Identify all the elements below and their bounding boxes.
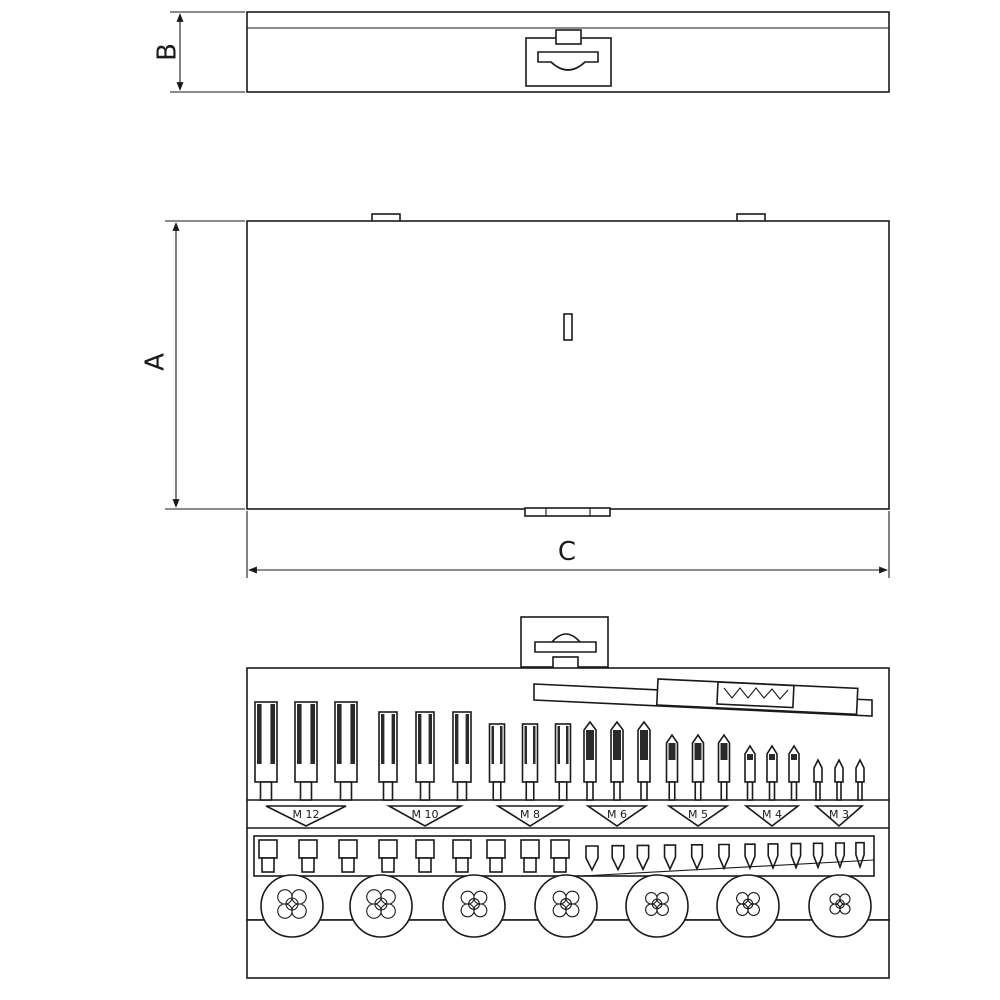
bit-stem — [419, 858, 431, 872]
bit-stem — [342, 858, 354, 872]
size-label-text: M 10 — [411, 808, 439, 821]
tap — [856, 760, 864, 800]
tap-thread — [695, 743, 702, 760]
size-label-text: M 3 — [829, 808, 849, 821]
open-latch — [521, 617, 608, 669]
dim-a-label: A — [140, 353, 171, 371]
size-label-text: M 5 — [688, 808, 708, 821]
die — [626, 875, 688, 937]
tap-flute — [458, 714, 465, 764]
bit-holder — [416, 840, 434, 872]
tap-shank — [458, 782, 467, 800]
die — [717, 875, 779, 937]
tap-thread — [586, 730, 594, 760]
tap-shank — [301, 782, 312, 800]
tap-shank — [614, 782, 620, 800]
tap-shank — [837, 782, 841, 800]
die — [443, 875, 505, 937]
tap-shank — [526, 782, 534, 800]
die-ring — [350, 875, 412, 937]
tap-shank — [721, 782, 727, 800]
bit-holder — [487, 840, 505, 872]
tap-shank — [559, 782, 567, 800]
bit-socket — [551, 840, 569, 858]
top-view — [141, 214, 890, 578]
die — [261, 875, 323, 937]
dimension-c — [247, 511, 889, 578]
dim-b-label: B — [152, 43, 183, 61]
tap-thread — [669, 743, 676, 760]
side-latch — [526, 30, 611, 86]
die-ring — [717, 875, 779, 937]
bit-holder — [259, 840, 277, 872]
open-view — [247, 617, 889, 978]
tap-shank — [341, 782, 352, 800]
die-ring — [535, 875, 597, 937]
bit-stem — [382, 858, 394, 872]
lid-slot — [564, 314, 572, 340]
bit-socket — [521, 840, 539, 858]
tap-flute — [302, 704, 311, 764]
tap-flute — [342, 704, 351, 764]
tap-flute — [494, 726, 500, 764]
tap-shank — [858, 782, 862, 800]
bit-stem — [524, 858, 536, 872]
tap-shank — [816, 782, 820, 800]
tap-flute — [527, 726, 533, 764]
wrench-jaw — [717, 682, 794, 708]
tap-body — [789, 746, 799, 782]
bit-socket — [379, 840, 397, 858]
tap-thread — [747, 754, 753, 760]
tap-shank — [421, 782, 430, 800]
bit-holder — [521, 840, 539, 872]
bit-holder — [339, 840, 357, 872]
die — [535, 875, 597, 937]
size-label-text: M 12 — [292, 808, 320, 821]
bit-holder — [379, 840, 397, 872]
tap-thread — [721, 743, 728, 760]
tap-thread — [640, 730, 648, 760]
tap-shank — [261, 782, 272, 800]
die-ring — [626, 875, 688, 937]
tap-flute — [384, 714, 391, 764]
tap — [835, 760, 843, 800]
bit-socket — [339, 840, 357, 858]
tap-shank — [493, 782, 501, 800]
bit-stem — [302, 858, 314, 872]
bit-socket — [299, 840, 317, 858]
tap — [814, 760, 822, 800]
front-latch — [525, 508, 610, 516]
tap-thread — [791, 754, 797, 760]
tap-shank — [641, 782, 647, 800]
die-ring — [261, 875, 323, 937]
die-ring — [443, 875, 505, 937]
dim-c-label: C — [557, 537, 577, 567]
bit-socket — [416, 840, 434, 858]
die-ring — [809, 875, 871, 937]
bit-stem — [490, 858, 502, 872]
bit-stem — [554, 858, 566, 872]
tap-shank — [792, 782, 797, 800]
tap-body — [767, 746, 777, 782]
top-view-lid — [247, 221, 889, 509]
die — [809, 875, 871, 937]
dimension-b — [153, 12, 246, 92]
tap-thread — [769, 754, 775, 760]
bit-stem — [456, 858, 468, 872]
tap-shank — [384, 782, 393, 800]
tap-shank — [669, 782, 675, 800]
tap-thread — [613, 730, 621, 760]
side-view — [153, 12, 890, 92]
size-label-text: M 4 — [762, 808, 782, 821]
bit-socket — [259, 840, 277, 858]
tap-shank — [770, 782, 775, 800]
bit-holder — [453, 840, 471, 872]
bit-socket — [487, 840, 505, 858]
bit-holder — [299, 840, 317, 872]
dimension-a — [141, 221, 246, 509]
tap-flute — [421, 714, 428, 764]
tap-flute — [262, 704, 271, 764]
latch-tab — [556, 30, 581, 44]
die — [350, 875, 412, 937]
tap-shank — [695, 782, 701, 800]
tap-body — [745, 746, 755, 782]
bit-holder — [551, 840, 569, 872]
bit-socket — [453, 840, 471, 858]
tap-shank — [587, 782, 593, 800]
tap-shank — [748, 782, 753, 800]
bit-stem — [262, 858, 274, 872]
size-label-text: M 8 — [520, 808, 540, 821]
tap-flute — [560, 726, 566, 764]
size-label-text: M 6 — [607, 808, 627, 821]
